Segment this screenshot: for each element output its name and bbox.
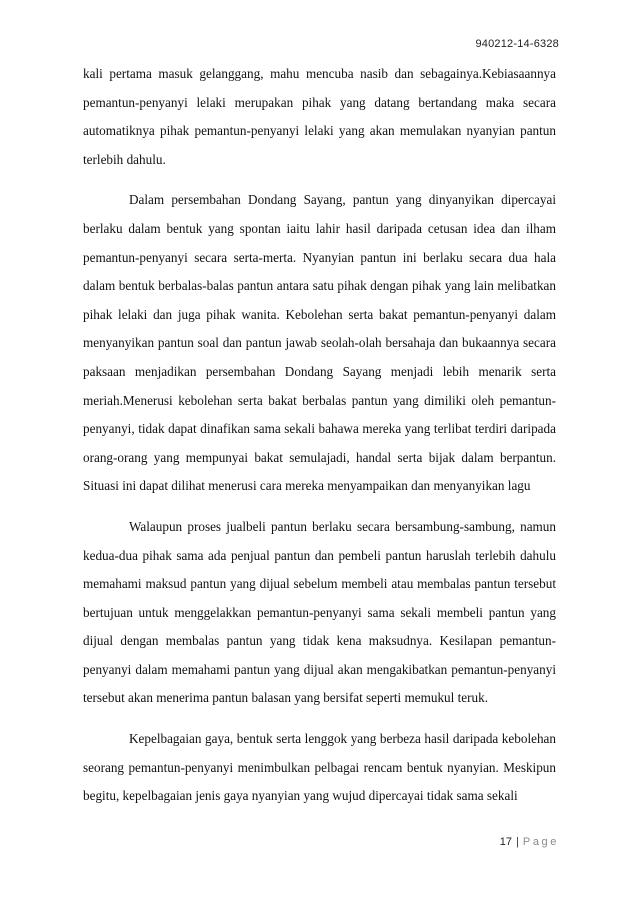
footer-separator: |: [516, 836, 519, 848]
paragraph: Dalam persembahan Dondang Sayang, pantun yang dinyanyikan dipercayai berlaku dalam bentuk yang spontan iaitu lahir hasil daripada cetusan idea dan ilham pemantun-penyanyi secara serta-merta. Nyanyian pantun ini berlaku secara dua hala dalam bentuk berbalas-balas pantun antara satu pihak dengan pihak yang lain melibatkan pihak lelaki dan juga pihak wanita. Kebolehan serta bakat pemantun-penyanyi dalam menyanyikan pantun soal dan pantun jawab seolah-olah bersahaja dan bukaannya secara paksaan menjadikan persembahan Dondang Sayang menjadi lebih menarik serta meriah.Menerusi kebolehan serta bakat berbalas pantun yang dimiliki oleh pemantun-penyanyi, tidak dapat dinafikan sama sekali bahawa mereka yang terlibat terdiri daripada orang-orang yang mempunyai bakat semulajadi, handal serta bijak dalam berpantun. Situasi ini dapat dilihat menerusi cara mereka menyampaikan dan menyanyikan lagu: [83, 192, 556, 494]
document-id-header: 940212-14-6328: [475, 38, 559, 50]
paragraph: Kepelbagaian gaya, bentuk serta lenggok yang berbeza hasil daripada kebolehan seorang pemantun-penyanyi menimbulkan pelbagai rencam bentuk nyanyian. Meskipun begitu, kepelbagaian jenis gaya nyanyian yang wujud dipercayai tidak sama sekali: [83, 731, 556, 804]
page-label: Page: [522, 836, 559, 848]
paragraph-continuation: kali pertama masuk gelanggang, mahu mencuba nasib dan sebagainya.Kebiasaannya pemantun-penyanyi lelaki merupakan pihak yang datang bertandang maka secara automatiknya pihak pemantun-penyanyi lelaki yang akan memulakan nyanyian pantun terlebih dahulu.: [83, 66, 556, 167]
paragraph: Walaupun proses jualbeli pantun berlaku secara bersambung-sambung, namun kedua-dua pihak sama ada penjual pantun dan pembeli pantun haruslah terlebih dahulu memahami maksud pantun yang dijual sebelum membeli atau membalas pantun tersebut bertujuan untuk menggelakkan pemantun-penyanyi sama sekali membeli pantun yang dijual dengan membalas pantun yang tidak kena maksudnya. Kesilapan pemantun-penyanyi dalam memahami pantun yang dijual akan mengakibatkan pemantun-penyanyi tersebut akan menerima pantun balasan yang bersifat seperti memukul teruk.: [83, 518, 556, 706]
page-footer: [500, 836, 559, 848]
body-text: [83, 60, 556, 811]
page-number: 17: [499, 836, 513, 848]
